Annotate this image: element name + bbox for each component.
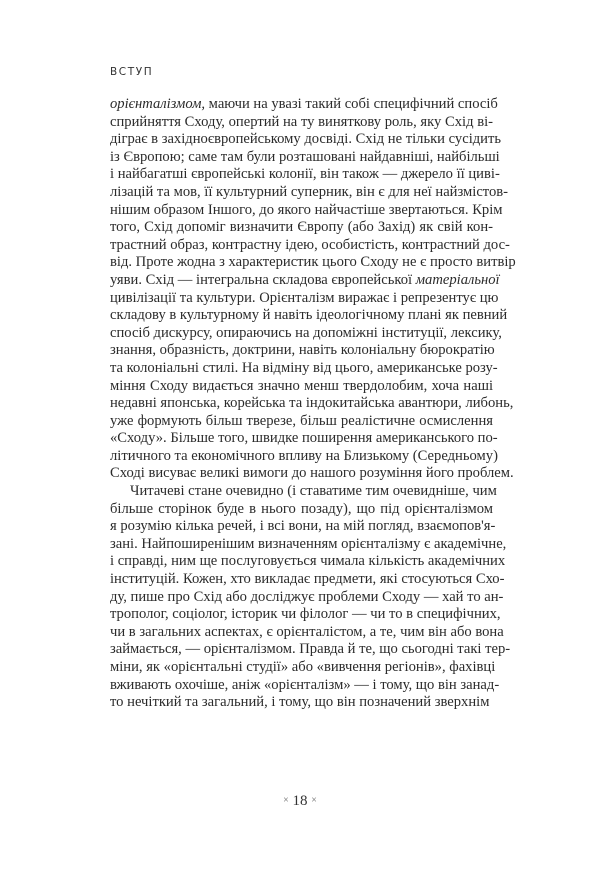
text-line [110, 676, 500, 695]
text-segment: діграє в західноєвропейському досвіді. Схід не тільки сусідить [110, 131, 502, 148]
text-segment: недавні японська, корейська та індокитайська авантюри, либонь, [110, 395, 514, 412]
text-segment: і справді, ним ще послуговується чимала кількість академічних [110, 553, 506, 570]
text-line [110, 254, 516, 272]
text-line [110, 131, 502, 149]
text-segment: уяви. Схід — інтегральна складова європейської [110, 271, 416, 288]
text-segment: знання, образність, доктрини, навіть колоніальну бюрократію [110, 342, 495, 359]
text-line [110, 324, 502, 343]
text-line [110, 606, 501, 624]
text-line [110, 641, 511, 659]
text-line [110, 571, 505, 589]
text-segment: маючи на увазі такий собі специфічний спосіб [205, 96, 498, 112]
text-line [110, 271, 500, 290]
text-segment: того, Схід допоміг визначити Європу (або Захід) як свій кон- [110, 219, 493, 236]
text-segment: складову в культурному й навіть ідеологічному плані як певний [110, 307, 508, 324]
text-line [110, 201, 503, 220]
text-segment: Сході висуває великі вимоги до нашого розуміння його проблем. [110, 465, 514, 482]
text-line [110, 378, 493, 396]
text-line [110, 659, 496, 677]
text-line [110, 289, 499, 308]
text-line [110, 148, 500, 167]
text-line [110, 96, 498, 114]
text-line [110, 342, 493, 360]
text-segment: і найбагатші європейські колонії, він також — джерело її циві- [110, 166, 500, 183]
paragraph [110, 483, 511, 712]
text-segment: із Європою; саме там були розташовані найдавніші, найбільші [110, 148, 500, 165]
text-segment: чи в загальних аспектах, є орієнталістом, а те, чим він або вона [110, 623, 504, 640]
text-segment: я розумію кілька речей, і всі вони, на мій погляд, взаємопов'я- [110, 518, 496, 535]
text-segment: інституцій. Кожен, хто викладає предмети, які стосуються Схо- [110, 571, 505, 588]
text-line [110, 307, 508, 325]
text-segment: трастний образ, контрастну ідею, особистість, контрастний дос- [110, 236, 510, 253]
paragraph [110, 96, 516, 483]
running-header: ВСТУП [110, 66, 154, 78]
text-segment: Читачеві стане очевидно (і ставатиме тим очевидніше, чим [130, 483, 497, 500]
text-segment: трополог, соціолог, історик чи філолог — чи то в специфічних, [110, 606, 501, 623]
text-segment: «Сходу». Більше того, швидке поширення американського по- [110, 430, 498, 447]
text-segment: зані. Найпоширенішим визначенням орієнталізму є академічне, [110, 535, 507, 552]
text-line [110, 395, 514, 413]
text-line [110, 219, 493, 237]
text-segment: міння Сходу видається значно менш твердолобим, хоча наші [110, 377, 493, 394]
ornament-right: × [311, 795, 317, 806]
text-line [110, 359, 498, 378]
text-segment: сприйняття Сходу, опертий на ту виняткову роль, яку Схід ві- [110, 113, 493, 130]
body-text [110, 96, 516, 712]
text-segment: займається, — орієнталізмом. Правда й те, що сьогодні такі тер- [110, 641, 511, 658]
text-line [110, 465, 514, 483]
text-segment: уже формують більш тверезе, більш реалістичне осмислення [110, 412, 493, 429]
text-segment: більше сторінок буде в нього позаду), що під орієнталізмом [110, 500, 493, 517]
page-number [0, 793, 600, 810]
text-line [110, 166, 500, 184]
text-line [110, 114, 493, 132]
ornament-left: × [283, 795, 289, 806]
page-number-value: 18 [292, 793, 308, 809]
text-line [110, 483, 497, 501]
text-segment: та колоніальні стилі. На відміну від цього, американське розу- [110, 359, 498, 376]
text-line [110, 518, 496, 536]
text-segment: міни, як «орієнтальні студії» або «вивчення регіонів», фахівці [110, 659, 496, 675]
text-segment: цивілізації та культури. Орієнталізм виражає і репрезентує цю [110, 289, 499, 306]
text-segment: ду, пише про Схід або досліджує проблеми Сходу — хай то ан- [110, 588, 504, 605]
text-line [110, 236, 510, 255]
italic-term: орієнталізмом, [110, 96, 206, 112]
text-line [110, 430, 498, 448]
text-segment: вживають охочіше, аніж «орієнталізм» — і тому, що він занад- [110, 676, 500, 693]
text-segment: від. Проте жодна з характеристик цього Сходу не є просто витвір [110, 254, 516, 271]
italic-term: матеріальної [415, 271, 500, 288]
text-line [110, 694, 493, 712]
text-segment: лізацій та мов, її культурний суперник, він є для неї найзмістов- [110, 183, 509, 200]
text-line [110, 183, 509, 202]
text-line [110, 535, 507, 554]
text-line [110, 447, 498, 466]
text-line [110, 623, 504, 642]
text-segment: літичного та економічного впливу на Близькому (Середньому) [110, 447, 498, 464]
text-line [110, 501, 493, 519]
text-line [110, 553, 506, 571]
text-line [110, 413, 493, 431]
text-segment: то нечіткий та загальний, і тому, що він позначений зверхнім [110, 694, 490, 711]
text-segment: нішим образом Іншого, до якого найчастіше звертаються. Крім [110, 201, 503, 218]
text-line [110, 588, 504, 607]
text-segment: спосіб дискурсу, опираючись на допоміжні інституції, лексику, [110, 324, 502, 341]
